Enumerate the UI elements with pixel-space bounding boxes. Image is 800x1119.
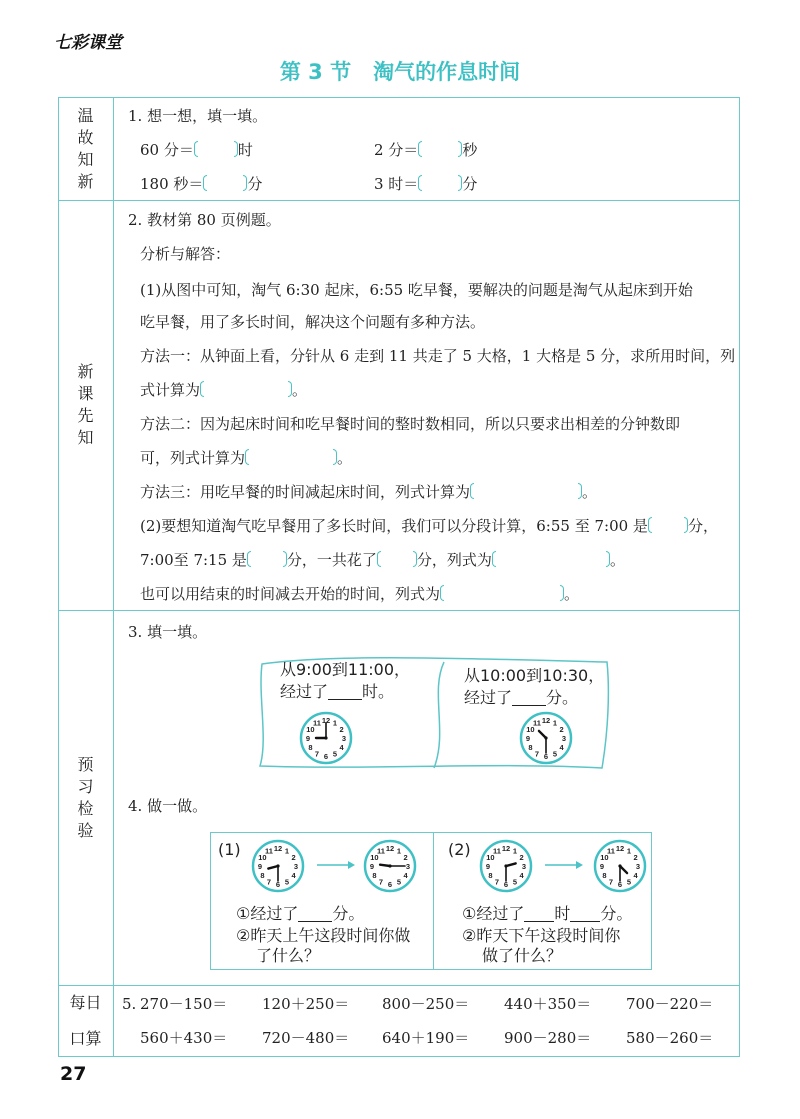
answer-blank[interactable] <box>328 683 362 700</box>
q2-para: (1)从图中可知，淘气 6:30 起床，6:55 吃早餐，要解决的问题是淘气从起床到开始 <box>140 281 693 299</box>
section-divider <box>58 610 740 611</box>
clock-number: 10 <box>306 725 315 734</box>
q3-left-line1: 从9:00到11:00， <box>280 660 411 679</box>
q3-left-line2: 经过了 时。 <box>280 682 395 701</box>
clock-number: 7 <box>378 877 384 887</box>
answer-blank[interactable] <box>648 517 688 533</box>
clock-number: 5 <box>396 877 402 887</box>
clock-number: 9 <box>525 734 531 743</box>
clock-number: 10 <box>486 853 495 862</box>
clock-number: 3 <box>635 862 641 871</box>
clock-number: 6 <box>617 880 623 889</box>
clock-number: 12 <box>321 716 331 725</box>
calc-item: 560＋430＝ <box>140 1029 228 1047</box>
q3-right-line2: 经过了 分。 <box>464 688 579 707</box>
answer-blank[interactable] <box>440 585 564 601</box>
clock-number: 3 <box>561 734 567 743</box>
clock-number: 11 <box>533 718 541 728</box>
clock-number: 11 <box>265 846 273 856</box>
q2-method2: 方法二：因为起床时间和吃早餐时间的整时数相同，所以只要求出相差的分钟数即 <box>140 415 681 433</box>
clock-number: 11 <box>607 846 615 856</box>
clock-number: 8 <box>528 743 533 752</box>
clock-number: 5 <box>552 749 558 759</box>
section-label-newlesson: 新课先知 <box>77 362 94 447</box>
section-label-review: 温故知新 <box>77 105 94 191</box>
clock-number: 2 <box>519 853 524 862</box>
q1-item: 180 秒＝ 分 <box>140 175 263 193</box>
clock-number: 6 <box>275 880 281 889</box>
q1-item: 3 时＝ 分 <box>374 175 478 193</box>
clock-number: 7 <box>494 877 500 887</box>
answer-blank[interactable] <box>245 449 337 465</box>
clock-number: 1 <box>626 846 632 856</box>
calc-item: 700－220＝ <box>626 995 714 1013</box>
clock-number: 8 <box>488 871 493 880</box>
section-divider <box>58 985 740 986</box>
clock-number: 1 <box>396 846 402 856</box>
answer-blank[interactable] <box>203 175 247 191</box>
clock-number: 7 <box>608 877 614 887</box>
clock-face <box>518 710 574 766</box>
section-label-preview: 预习检验 <box>77 754 94 840</box>
calc-item: 720－480＝ <box>262 1029 350 1047</box>
clock-number: 5 <box>284 877 290 887</box>
clock-number: 11 <box>377 846 385 856</box>
clock-number: 1 <box>512 846 518 856</box>
calc-item: 440＋350＝ <box>504 995 592 1013</box>
clock-number: 7 <box>266 877 272 887</box>
clock-face <box>362 838 418 894</box>
clock-number: 4 <box>339 743 344 752</box>
clock-number: 9 <box>369 862 375 871</box>
clock-number: 12 <box>501 844 511 853</box>
clock-number: 7 <box>534 749 540 759</box>
q4-part1-q1: ①经过了 分。 <box>236 904 365 923</box>
clock-face <box>592 838 648 894</box>
clock-number: 6 <box>543 752 549 761</box>
q2-method3: 方法三：用吃早餐的时间减起床时间，列式计算为 。 <box>140 483 598 501</box>
clock-number: 2 <box>559 725 564 734</box>
clock-number: 5 <box>512 877 518 887</box>
clock-number: 9 <box>305 734 311 743</box>
section-label-daily: 每日口算 <box>69 993 102 1048</box>
q2-method1-line2: 式计算为 。 <box>140 381 308 399</box>
clock-number: 2 <box>403 853 408 862</box>
q5-number: 5. <box>122 995 137 1013</box>
clock-number: 4 <box>633 871 638 880</box>
clock-number: 5 <box>626 877 632 887</box>
clock-number: 8 <box>308 743 313 752</box>
q4-box-divider <box>433 833 434 969</box>
answer-blank[interactable] <box>418 141 462 157</box>
q2-method2-line2: 可，列式计算为 。 <box>140 449 353 467</box>
clock-number: 10 <box>258 853 267 862</box>
answer-blank[interactable] <box>247 551 287 567</box>
arrow-right-icon <box>544 858 584 872</box>
clock-number: 6 <box>387 880 393 889</box>
clock-number: 1 <box>284 846 290 856</box>
section-number: 第 3 节 <box>279 60 352 84</box>
calc-item: 640＋190＝ <box>382 1029 470 1047</box>
q4-part2-label: (2) <box>448 840 471 859</box>
answer-blank[interactable] <box>570 905 600 922</box>
clock-number: 1 <box>552 718 558 728</box>
answer-blank[interactable] <box>524 905 554 922</box>
q2-title: 2. 教材第 80 页例题。 <box>128 211 281 229</box>
q1-title: 1. 想一想，填一填。 <box>128 107 268 125</box>
clock-number: 4 <box>291 871 296 880</box>
clock-number: 10 <box>600 853 609 862</box>
brand-logo: 七彩课堂 <box>54 33 122 53</box>
clock-number: 6 <box>503 880 509 889</box>
q2-para: 吃早餐，用了多长时间，解决这个问题有多种方法。 <box>140 313 486 331</box>
clock-number: 3 <box>341 734 347 743</box>
clock-number: 11 <box>493 846 501 856</box>
clock-number: 5 <box>332 749 338 759</box>
q2-analysis: 分析与解答： <box>140 245 231 263</box>
page-title <box>0 56 800 86</box>
q4-part2-q2: ②昨天下午这段时间你 <box>462 926 621 945</box>
clock-number: 9 <box>257 862 263 871</box>
clock-number: 4 <box>559 743 564 752</box>
clock-number: 10 <box>370 853 379 862</box>
clock-face <box>250 838 306 894</box>
q2-part2-line2: 7:00至 7:15 是 分，一共花了 分，列式为 。 <box>140 551 625 569</box>
clock-number: 12 <box>273 844 283 853</box>
answer-blank[interactable] <box>418 175 462 191</box>
clock-number: 4 <box>403 871 408 880</box>
answer-blank[interactable] <box>298 905 332 922</box>
clock-number: 9 <box>599 862 605 871</box>
calc-item: 270－150＝ <box>140 995 228 1013</box>
answer-blank[interactable] <box>512 689 546 706</box>
answer-blank[interactable] <box>470 483 582 499</box>
clock-number: 9 <box>485 862 491 871</box>
clock-number: 2 <box>291 853 296 862</box>
clock-face <box>298 710 354 766</box>
q2-part3: 也可以用结束的时间减去开始的时间，列式为 。 <box>140 585 580 603</box>
clock-number: 3 <box>293 862 299 871</box>
answer-blank[interactable] <box>194 141 238 157</box>
q4-part1-q2-cont: 了什么？ <box>256 946 321 965</box>
calc-item: 580－260＝ <box>626 1029 714 1047</box>
arrow-right-icon <box>316 858 356 872</box>
clock-number: 7 <box>314 749 320 759</box>
clock-number: 3 <box>521 862 527 871</box>
q2-part2: (2)要想知道淘气吃早餐用了多长时间，我们可以分段计算，6:55 至 7:00 是 分， <box>140 517 718 535</box>
clock-number: 12 <box>385 844 395 853</box>
clock-number: 11 <box>313 718 321 728</box>
clock-number: 2 <box>633 853 638 862</box>
clock-number: 8 <box>372 871 377 880</box>
q1-item: 2 分＝ 秒 <box>374 141 478 159</box>
q3-right-line1: 从10:00到10:30， <box>464 666 605 685</box>
label-column-divider <box>113 97 114 1057</box>
section-title: 淘气的作息时间 <box>373 60 521 84</box>
clock-number: 2 <box>339 725 344 734</box>
calc-item: 800－250＝ <box>382 995 470 1013</box>
calc-item: 900－280＝ <box>504 1029 592 1047</box>
q4-part2-q1: ①经过了 时 分。 <box>462 904 633 923</box>
clock-number: 3 <box>405 862 411 871</box>
calc-item: 120＋250＝ <box>262 995 350 1013</box>
answer-blank[interactable] <box>200 381 292 397</box>
clock-number: 6 <box>323 752 329 761</box>
clock-number: 10 <box>526 725 535 734</box>
q4-part1-label: (1) <box>218 840 241 859</box>
q1-item: 60 分＝ 时 <box>140 141 253 159</box>
page-number: 27 <box>60 1063 87 1085</box>
answer-blank[interactable] <box>377 551 417 567</box>
clock-number: 12 <box>615 844 625 853</box>
q4-part2-q2-cont: 做了什么？ <box>482 946 563 965</box>
q3-title: 3. 填一填。 <box>128 623 208 641</box>
clock-face <box>478 838 534 894</box>
q4-title: 4. 做一做。 <box>128 797 208 815</box>
answer-blank[interactable] <box>492 551 610 567</box>
section-divider <box>58 200 740 201</box>
q4-part1-q2: ②昨天上午这段时间你做 <box>236 926 411 945</box>
clock-number: 8 <box>260 871 265 880</box>
clock-number: 12 <box>541 716 551 725</box>
clock-number: 1 <box>332 718 338 728</box>
clock-number: 8 <box>602 871 607 880</box>
q2-method1: 方法一：从钟面上看，分针从 6 走到 11 共走了 5 大格，1 大格是 5 分，求所用时间，列 <box>140 347 736 365</box>
clock-number: 4 <box>519 871 524 880</box>
